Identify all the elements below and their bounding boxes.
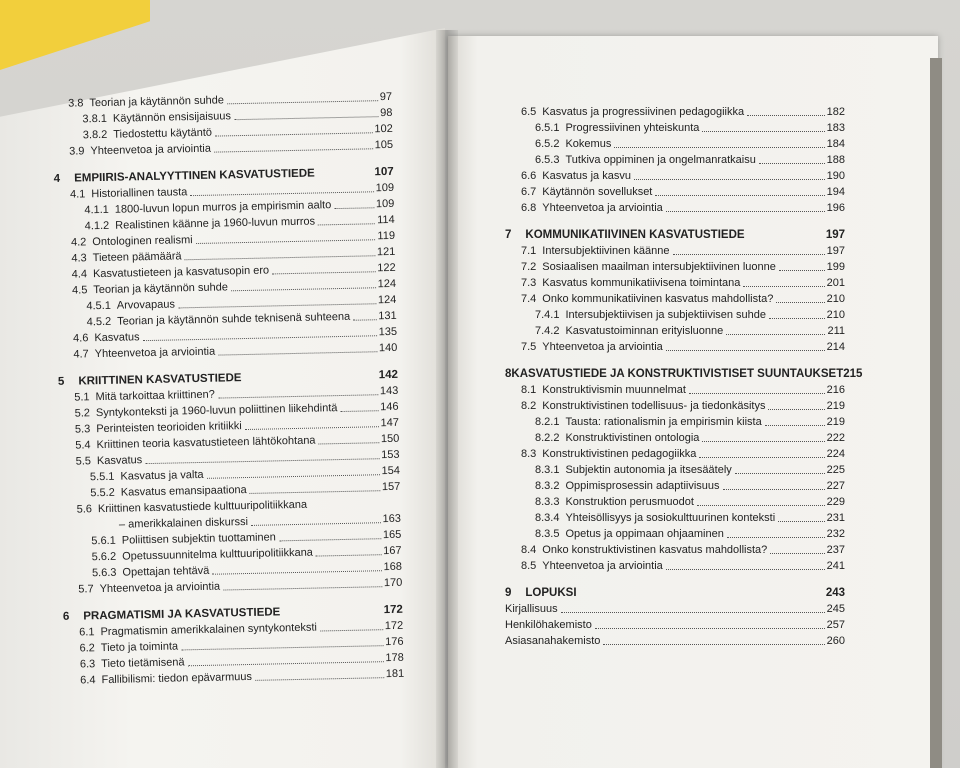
toc-dot-leader (595, 628, 825, 629)
toc-entry-number: 8.3.3 (535, 496, 560, 508)
toc-page-number: 210 (826, 293, 845, 305)
toc-entry-number: 7.2 (521, 261, 537, 273)
toc-entry-title: Yhteenvetoa ja arviointia (542, 341, 663, 353)
toc-entry-title: Kasvatus ja progressiivinen pedagogiikka (542, 106, 745, 118)
toc-entry-title: PRAGMATISMI JA KASVATUSTIEDE (83, 606, 281, 623)
toc-dot-leader (743, 286, 824, 287)
toc-dot-leader (223, 586, 382, 590)
toc-entry-title: LOPUKSI (525, 587, 577, 599)
toc-entry-number: 8.3.4 (535, 512, 560, 524)
toc-entry-title: Asiasanahakemisto (505, 635, 601, 647)
toc-page-number: 170 (383, 576, 403, 590)
toc-entry-number: 5.2 (74, 407, 91, 420)
toc-entry-number: 5.5.1 (89, 470, 115, 484)
toc-page-number: 257 (826, 619, 845, 631)
toc-entry-number: 5.6.3 (91, 566, 117, 580)
toc-entry-title: Ontologinen realismi (92, 234, 193, 249)
toc-entry-title: Kasvatus (96, 454, 143, 468)
toc-entry-number: 7.4.1 (535, 309, 560, 321)
toc-entry-title: Kasvatustieteen ja kasvatusopin ero (92, 264, 270, 281)
toc-dot-leader (603, 644, 824, 645)
toc-entry-title: Tieto tietämisenä (101, 656, 185, 671)
toc-page-number: 109 (375, 181, 395, 195)
toc-entry-number: 5.1 (74, 391, 90, 404)
toc-entry-row (505, 478, 845, 494)
toc-entry-row (505, 243, 845, 259)
toc-entry-number: 4.7 (73, 348, 89, 361)
toc-page-number: 109 (375, 197, 395, 211)
toc-entry-number: 8.1 (521, 384, 537, 396)
toc-entry-title: Subjektin autonomia ja itsesäätely (565, 464, 732, 476)
toc-dot-leader (735, 473, 825, 474)
toc-entry-title: Kasvatus (94, 331, 140, 345)
toc-entry-number: 8.3.1 (535, 464, 560, 476)
toc-dot-leader (689, 393, 825, 394)
toc-entry-row (505, 275, 845, 291)
toc-dot-leader (227, 100, 378, 104)
toc-entry-title: Yhteenvetoa ja arviointia (542, 202, 663, 214)
toc-entry-title: Opetussuunnitelma kulttuuripolitiikkana (122, 546, 313, 563)
toc-dot-leader (185, 255, 375, 260)
toc-entry-title: Käytännön ensisijaisuus (112, 110, 232, 125)
toc-entry-row (505, 494, 845, 510)
toc-page-number: 167 (383, 544, 402, 558)
toc-dot-leader (316, 554, 381, 556)
toc-entry-title: Tausta: rationalismin ja empirismin kiista (565, 416, 762, 428)
toc-entry-title: Konstruktivistinen pedagogiikka (542, 448, 697, 460)
toc-dot-leader (341, 410, 379, 412)
toc-dot-leader (319, 442, 379, 444)
toc-entry-number: 5.6.1 (91, 534, 116, 548)
toc-entry-title: Sosiaalisen maailman intersubjektiivinen luonne (542, 261, 776, 273)
toc-dot-leader (776, 302, 824, 303)
toc-page-number: 97 (379, 90, 393, 104)
toc-page-number: 216 (826, 384, 845, 396)
toc-dot-leader (188, 661, 384, 666)
toc-page-number: 231 (826, 512, 845, 524)
toc-entry-row (505, 136, 845, 152)
toc-dot-leader (726, 334, 825, 335)
toc-entry-number: 6.5.2 (535, 138, 560, 150)
toc-entry-number: 7 (505, 229, 512, 241)
toc-page-number: 119 (377, 229, 396, 243)
toc-entry-number: 6.1 (79, 626, 95, 639)
toc-entry-number: 7.1 (521, 245, 537, 257)
toc-dot-leader (614, 147, 824, 148)
toc-chapter-row (505, 583, 845, 601)
toc-entry-title: – amerikkalainen diskurssi (118, 515, 249, 531)
toc-dot-leader (666, 350, 825, 351)
toc-dot-leader (245, 426, 379, 430)
toc-entry-number: 4.3 (71, 252, 87, 265)
toc-entry-row (505, 446, 845, 462)
toc-page-number: 150 (380, 432, 400, 446)
toc-page-number: 176 (385, 635, 404, 649)
toc-entry-row (505, 617, 845, 633)
toc-entry-number: 7.4.2 (535, 325, 560, 337)
toc-page-number: 154 (381, 464, 401, 478)
toc-entry-number: 6.4 (80, 674, 96, 687)
toc-entry-title: Opetus ja oppimaan ohjaaminen (565, 528, 724, 540)
toc-dot-leader (699, 457, 824, 458)
toc-page-number: 124 (377, 277, 397, 291)
toc-entry-title: Intersubjektiivisen ja subjektiivisen suhde (565, 309, 767, 321)
toc-entry-row (505, 168, 845, 184)
toc-page-number: 142 (378, 368, 399, 382)
toc-dot-leader (353, 319, 376, 320)
toc-dot-leader (279, 538, 381, 541)
toc-page-number: 122 (377, 261, 396, 275)
toc-entry-title: Tiedostettu käytäntö (113, 126, 213, 141)
toc-entry-row (505, 200, 845, 216)
toc-page-number: 211 (827, 325, 845, 337)
toc-dot-leader (251, 522, 381, 526)
toc-page-number: 182 (826, 106, 845, 118)
toc-entry-number: 3.8 (68, 97, 84, 110)
toc-entry-number: 4.6 (72, 332, 89, 345)
toc-left-column (52, 89, 404, 689)
toc-dot-leader (673, 254, 825, 255)
toc-dot-leader (318, 223, 375, 225)
toc-entry-number: 8.2.2 (535, 432, 560, 444)
toc-entry-row (505, 526, 845, 542)
toc-dot-leader (666, 569, 825, 570)
toc-entry-title: Yhteenvetoa ja arviointia (542, 560, 663, 572)
toc-entry-title: KOMMUNIKATIIVINEN KASVATUSTIEDE (525, 229, 745, 241)
toc-dot-leader (765, 425, 825, 426)
toc-entry-number: 5.6.2 (91, 550, 117, 564)
toc-entry-title: Realistinen käänne ja 1960-luvun murros (115, 215, 316, 232)
toc-entry-number: 6.5 (521, 106, 537, 118)
toc-page-number: 232 (826, 528, 845, 540)
toc-dot-leader (770, 553, 824, 554)
toc-entry-title: Kokemus (565, 138, 612, 150)
toc-entry-title: Fallibilismi: tiedon epävarmuus (101, 670, 253, 687)
toc-page-number: 147 (380, 416, 400, 430)
toc-entry-title: Kasvatus kommunikatiivisena toimintana (542, 277, 741, 289)
toc-entry-title: Teorian ja käytännön suhde (89, 94, 225, 110)
toc-page-number: 219 (826, 400, 845, 412)
toc-entry-row (505, 120, 845, 136)
toc-page-number: 210 (826, 309, 845, 321)
toc-page-number: 107 (374, 165, 394, 179)
toc-entry-number: 6.5.3 (535, 154, 560, 166)
toc-page-number: 146 (380, 400, 399, 414)
toc-dot-leader (196, 239, 376, 244)
toc-entry-row (505, 184, 845, 200)
toc-entry-row (505, 339, 845, 355)
toc-entry-number: 8.3 (521, 448, 537, 460)
toc-entry-title: Kasvatus ja valta (120, 468, 204, 483)
toc-entry-title: Kasvatus emansipaationa (120, 484, 247, 499)
toc-dot-leader (214, 148, 373, 152)
toc-dot-leader (231, 287, 376, 291)
toc-entry-number: 6.6 (521, 170, 537, 182)
toc-entry-row (505, 462, 845, 478)
toc-entry-number: 8.2.1 (535, 416, 560, 428)
toc-page-number: 163 (382, 512, 402, 526)
toc-entry-number: 4 (53, 172, 61, 185)
toc-page-number: 227 (826, 480, 845, 492)
toc-page-number: 153 (381, 448, 400, 462)
toc-page-number: 183 (826, 122, 845, 134)
toc-entry-number: 8 (505, 368, 512, 380)
toc-entry-title: Tieto ja toiminta (100, 640, 179, 655)
toc-dot-leader (779, 270, 825, 271)
toc-page-number: 245 (826, 603, 845, 615)
toc-dot-leader (727, 537, 825, 538)
toc-entry-number: 5.5.2 (90, 486, 115, 500)
toc-entry-title: Konstruktivismin muunnelmat (542, 384, 686, 396)
toc-entry-title: Progressiivinen yhteiskunta (565, 122, 700, 134)
toc-dot-leader (181, 645, 383, 650)
toc-entry-title: Tieteen päämäärä (92, 250, 182, 265)
toc-page-number: 224 (826, 448, 845, 460)
book-edge (930, 58, 942, 768)
toc-entry-row (505, 152, 845, 168)
toc-entry-row (505, 430, 845, 446)
toc-page-number: 102 (374, 122, 393, 136)
toc-entry-title: Kirjallisuus (505, 603, 558, 615)
toc-dot-leader (702, 441, 824, 442)
toc-page-number: 168 (383, 560, 403, 574)
toc-page-number: 214 (826, 341, 845, 353)
toc-entry-row (505, 601, 845, 617)
toc-entry-number: 6 (62, 610, 70, 623)
toc-entry-number: 4.5 (71, 284, 88, 297)
toc-entry-title: Pragmatismin amerikkalainen syntykonteksti (100, 621, 318, 639)
toc-page-number: 229 (826, 496, 845, 508)
toc-dot-leader (778, 521, 824, 522)
toc-page-number: 184 (826, 138, 845, 150)
toc-entry-title: Yhteenvetoa ja arviointia (94, 345, 216, 361)
toc-entry-number: 5.3 (74, 423, 91, 436)
toc-entry-title: Mitä tarkoittaa kriittinen? (95, 388, 215, 404)
toc-page-number: 194 (826, 186, 845, 198)
toc-entry-title: Konstruktivistinen todellisuus- ja tiedonkäsitys (542, 400, 766, 412)
toc-entry-number: 4.1.1 (84, 203, 109, 217)
toc-entry-title: Poliittisen subjektin tuottaminen (121, 531, 276, 547)
toc-entry-title: Yhteenvetoa ja arviointia (90, 142, 212, 158)
toc-entry-title: Käytännön sovellukset (542, 186, 653, 198)
toc-dot-leader (218, 351, 377, 355)
toc-entry-row (505, 104, 845, 120)
toc-dot-leader (272, 271, 375, 274)
toc-right-column (505, 104, 863, 649)
toc-entry-row (505, 323, 845, 339)
toc-page-number: 225 (826, 464, 845, 476)
toc-page-number: 98 (380, 106, 393, 120)
toc-entry-row (505, 291, 845, 307)
toc-entry-row (505, 558, 845, 574)
toc-entry-title: Arvovapaus (116, 298, 176, 312)
toc-entry-number: 6.8 (521, 202, 537, 214)
toc-page-number: 172 (384, 619, 404, 633)
toc-entry-row (505, 542, 845, 558)
toc-page-number: 157 (381, 480, 401, 494)
toc-dot-leader (768, 409, 824, 410)
toc-entry-number: 4.2 (70, 236, 87, 249)
toc-page-number: 165 (382, 528, 402, 542)
toc-entry-number: 7.3 (521, 277, 537, 289)
toc-dot-leader (723, 489, 825, 490)
toc-entry-number: 5.5 (75, 455, 92, 468)
toc-page-number: 201 (826, 277, 845, 289)
toc-entry-title: Syntykonteksti ja 1960-luvun poliittinen liikehdintä (95, 402, 338, 420)
toc-dot-leader (655, 195, 824, 196)
toc-dot-leader (666, 211, 825, 212)
toc-dot-leader (634, 179, 825, 180)
toc-dot-leader (234, 116, 378, 120)
toc-dot-leader (212, 570, 381, 575)
toc-page-number: 190 (826, 170, 845, 182)
toc-page-number: 243 (825, 587, 845, 599)
toc-page-number: 105 (374, 138, 394, 152)
toc-entry-number: 7.5 (521, 341, 537, 353)
toc-entry-number: 6.2 (79, 642, 95, 655)
toc-page-number: 172 (383, 603, 403, 617)
toc-entry-title: Kasvatustoiminnan erityisluonne (565, 325, 724, 337)
toc-entry-number: 5.6 (76, 503, 93, 516)
toc-entry-title: Teorian ja käytännön suhde teknisenä suhteena (117, 310, 351, 328)
toc-chapter-row (505, 364, 863, 382)
toc-dot-leader (769, 318, 825, 319)
toc-page-number: 143 (379, 384, 399, 398)
toc-page-number: 237 (826, 544, 845, 556)
toc-dot-leader (702, 131, 824, 132)
toc-entry-number: 7.4 (521, 293, 537, 305)
toc-entry-row (505, 259, 845, 275)
toc-page-number: 241 (826, 560, 845, 572)
toc-dot-leader (218, 394, 378, 398)
toc-entry-number: 5.7 (78, 583, 94, 596)
toc-entry-number: 8.3.5 (535, 528, 560, 540)
toc-entry-row (505, 307, 845, 323)
toc-entry-number: 6.7 (521, 186, 537, 198)
toc-entry-number: 4.5.2 (86, 315, 112, 329)
toc-dot-leader (207, 474, 380, 479)
toc-entry-number: 4.5.1 (86, 299, 112, 313)
toc-dot-leader (320, 629, 383, 631)
toc-dot-leader (178, 303, 376, 308)
toc-dot-leader (759, 163, 825, 164)
toc-page-number: 222 (826, 432, 845, 444)
toc-page-number: 197 (825, 229, 845, 241)
toc-entry-number: 8.4 (521, 544, 537, 556)
toc-entry-number: 6.5.1 (535, 122, 560, 134)
toc-entry-number: 9 (505, 587, 512, 599)
toc-entry-title: Konstruktivistinen ontologia (565, 432, 700, 444)
toc-page-number: 178 (385, 651, 404, 665)
toc-entry-row (505, 510, 845, 526)
toc-entry-title: Oppimisprosessin adaptiivisuus (565, 480, 720, 492)
toc-entry-title: Perinteisten teorioiden kritiikki (96, 420, 242, 436)
toc-page-number: 196 (826, 202, 845, 214)
toc-entry-row (505, 633, 845, 649)
toc-entry-title: EMPIIRIS-ANALYYTTINEN KASVATUSTIEDE (74, 167, 315, 185)
toc-entry-number: 3.8.1 (82, 112, 108, 126)
toc-dot-leader (250, 490, 380, 494)
toc-entry-number: 5 (57, 375, 65, 388)
toc-dot-leader (747, 115, 825, 116)
toc-entry-title: Teorian ja käytännön suhde (93, 281, 229, 297)
toc-dot-leader (334, 207, 374, 209)
toc-page-number: 260 (826, 635, 845, 647)
toc-entry-number: 4.1 (69, 188, 86, 201)
toc-entry-title: Henkilöhakemisto (505, 619, 592, 631)
toc-dot-leader (215, 132, 373, 136)
toc-entry-title: KRIITTINEN KASVATUSTIEDE (78, 372, 242, 388)
toc-entry-title: Opettajan tehtävä (122, 564, 210, 579)
toc-entry-row (505, 398, 845, 414)
toc-entry-title: Kriittinen kasvatustiede kulttuuripolitiikkana (97, 498, 308, 516)
toc-entry-title: Kasvatus ja kasvu (542, 170, 631, 182)
toc-dot-leader (697, 505, 825, 506)
toc-entry-title: Kriittinen teoria kasvatustieteen lähtökohtana (96, 434, 316, 452)
toc-entry-number: 3.9 (69, 145, 85, 158)
book-gutter (436, 30, 458, 768)
toc-entry-title: Onko kommunikatiivinen kasvatus mahdollista? (542, 293, 774, 305)
toc-entry-number: 8.3.2 (535, 480, 560, 492)
toc-entry-title: Intersubjektiivinen käänne (542, 245, 670, 257)
toc-entry-number: 8.5 (521, 560, 537, 572)
toc-entry-title: KASVATUSTIEDE JA KONSTRUKTIVISTISET SUUNTAUKSET (511, 368, 844, 380)
toc-page-number: 114 (377, 213, 395, 227)
toc-entry-title: 1800-luvun lopun murros ja empirismin aalto (114, 199, 332, 216)
toc-entry-number: 4.4 (71, 268, 88, 281)
toc-page-number: 181 (385, 667, 405, 681)
toc-page-number: 197 (826, 245, 845, 257)
toc-page-number: 121 (376, 245, 396, 259)
toc-chapter-row (505, 225, 845, 243)
toc-page-number: 219 (826, 416, 845, 428)
toc-dot-leader (255, 677, 384, 681)
toc-entry-number: 3.8.2 (82, 128, 108, 142)
toc-entry-number: 5.4 (75, 439, 91, 452)
toc-entry-row (505, 414, 845, 430)
toc-entry-title: Onko konstruktivistinen kasvatus mahdollista? (542, 544, 768, 556)
toc-entry-title: Konstruktion perusmuodot (565, 496, 694, 508)
toc-page-number: 131 (378, 309, 397, 323)
toc-page-number: 199 (826, 261, 845, 273)
toc-page-number: 215 (843, 368, 863, 380)
toc-entry-number: 4.1.2 (84, 219, 110, 233)
toc-entry-title: Yhteisöllisyys ja sosiokulttuurinen konteksti (565, 512, 776, 524)
toc-entry-title: Tutkiva oppiminen ja ongelmanratkaisu (565, 154, 756, 166)
toc-page-number: 124 (377, 293, 397, 307)
toc-page-number: 140 (378, 341, 398, 355)
toc-entry-title: Yhteenvetoa ja arviointia (99, 580, 221, 596)
toc-page-number: 135 (378, 325, 398, 339)
toc-dot-leader (561, 612, 825, 613)
toc-entry-row (505, 382, 845, 398)
toc-entry-number: 6.3 (79, 658, 96, 671)
toc-dot-leader (190, 191, 373, 196)
toc-page-number: 188 (826, 154, 845, 166)
toc-entry-number: 8.2 (521, 400, 537, 412)
toc-entry-title: Historiallinen tausta (91, 186, 188, 201)
